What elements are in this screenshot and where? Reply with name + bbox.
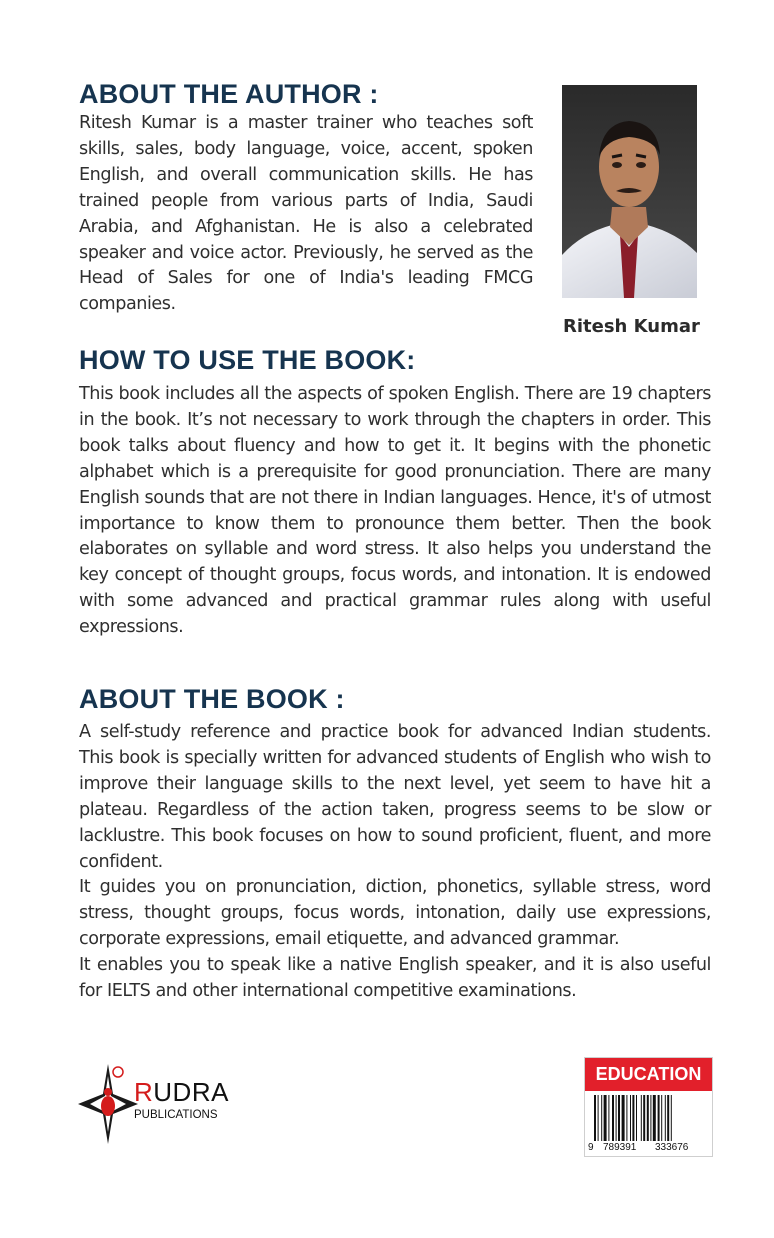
how-to-use-text: This book includes all the aspects of spoken English. There are 19 chapters in the book. It’s not necessary to work through the chapters in order. This book talks about fluency and how to get it. It begins with the phonetic alphabet which is a prerequisite for good pronunciation. There are many English sounds that are not there in Indian languages. Hence, it's of utmost importance to know them to pronounce them better. Then the book elaborates on syllable and word stress. It also helps you understand the key concept of thought groups, focus words, and intonation. It is endowed with some advanced and practical grammar rules along with useful expressions. [79,384,711,638]
category-label: EDUCATION [585,1058,712,1091]
author-photo [562,85,697,298]
about-book-heading: ABOUT THE BOOK : [79,684,345,714]
publisher-name-initial: R [134,1077,154,1107]
publisher-name-rest: UDRA [153,1077,229,1107]
about-book-paragraph: It guides you on pronunciation, diction, phonetics, syllable stress, word stress, thought groups, focus words, intonation, daily use expressions, corporate expressions, email etiquette, and advanced grammar. [79,877,711,950]
about-book-text [79,720,711,1005]
barcode-digits-right: 333676 [655,1142,689,1153]
about-book-paragraph: A self-study reference and practice book for advanced Indian students. This book is specially written for advanced students of English who wish to improve their language skills to the next level, yet seem to have hit a plateau. Regardless of the action taken, progress seems to be slow or lacklustre. This book focuses on how to sound proficient, fluent, and more confident. [79,722,711,872]
author-name-caption: Ritesh Kumar [563,316,700,337]
barcode-icon [594,1095,704,1141]
how-to-use-heading: HOW TO USE THE BOOK: [79,345,416,375]
about-author-heading: ABOUT THE AUTHOR : [79,79,379,109]
publisher-subtitle: PUBLICATIONS [134,1109,218,1121]
about-book-paragraph: It enables you to speak like a native English speaker, and it is also useful for IELTS and other international competitive examinations. [79,955,711,1002]
barcode-digit-prefix: 9 [588,1142,594,1153]
about-author-text: Ritesh Kumar is a master trainer who teaches soft skills, sales, body language, voice, accent, spoken English, and overall communication skills. He has trained people from various parts of India, Saudi Arabia, and Afghanistan. He is also a celebrated speaker and voice actor. Previously, he served as the Head of Sales for one of India's leading FMCG companies. [79,113,533,315]
author-portrait-illustration [562,85,697,298]
barcode-digits-left: 789391 [603,1142,637,1153]
publisher-name [134,1077,229,1108]
isbn-barcode-box [584,1057,713,1157]
